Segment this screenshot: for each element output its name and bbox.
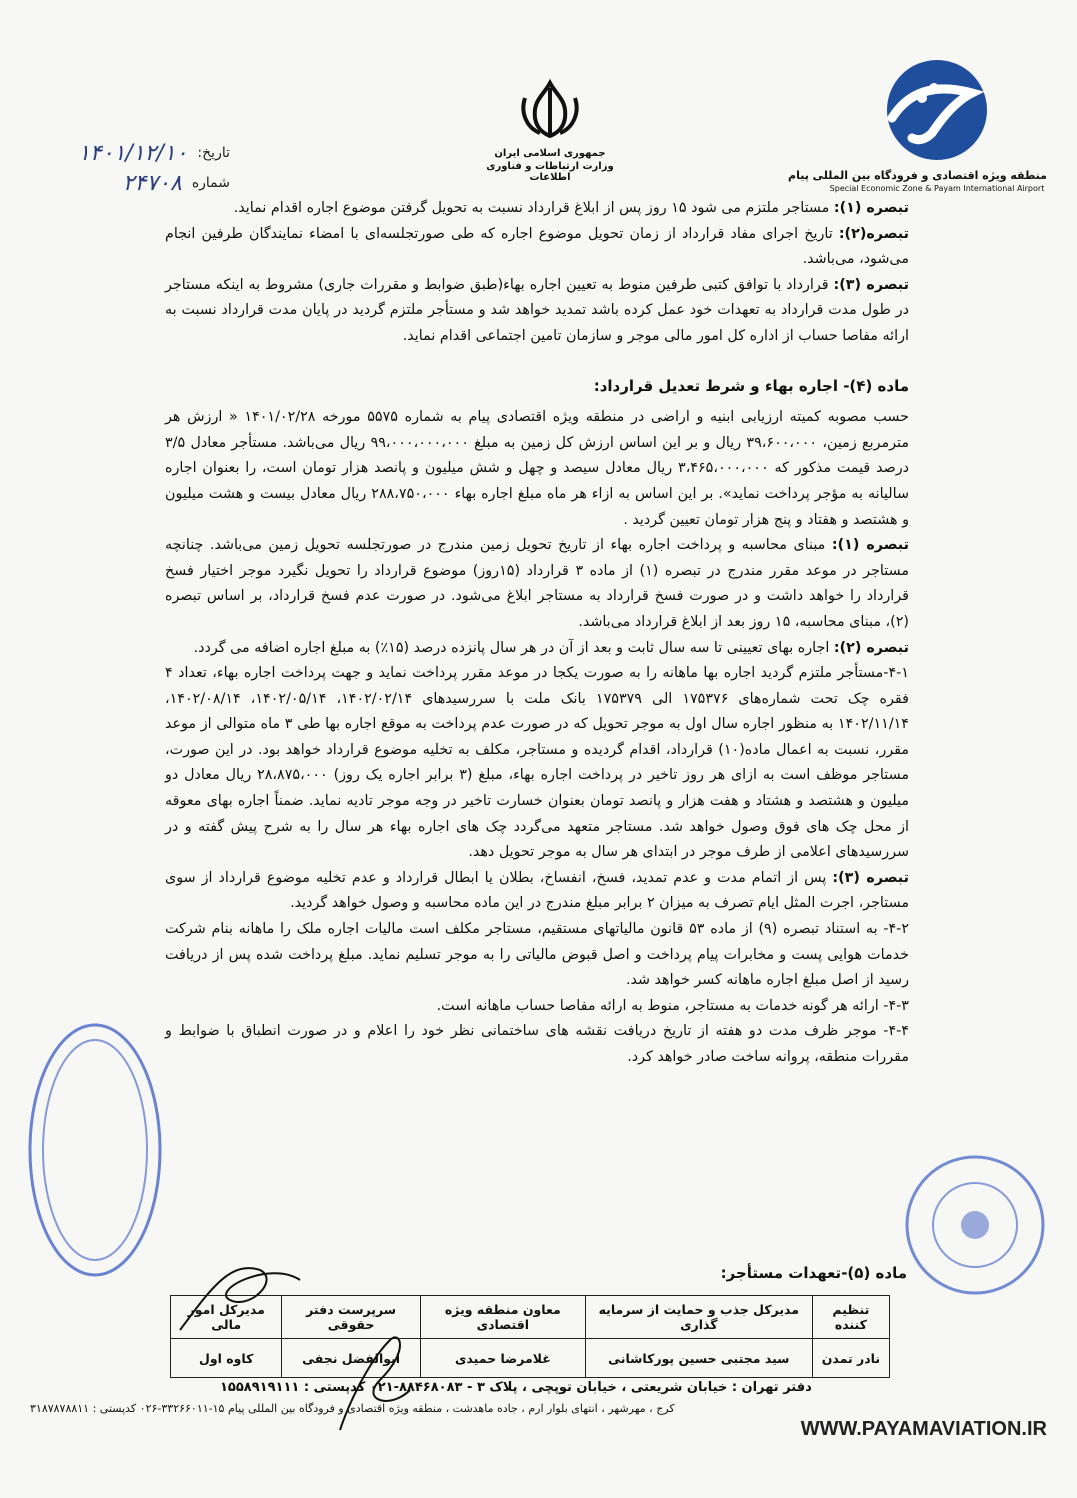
note-1: تبصره (۱): مستاجر ملتزم می شود ۱۵ روز پس از ابلاغ قرارداد نسبت به تحویل گرفتن موضوع اجاره اقدام نماید.: [233, 200, 909, 216]
section-4-note-3: تبصره (۳): پس از اتمام مدت و عدم تمدید، فسخ، انفساخ، بطلان یا ابطال قرارداد و عدم تخلیه موضوع قرارداد از سوی مستاجر، اجرت المثل ایام تصرف به میزان ۲ برابر مبلغ مندرج در این ماده محاسبه و وصول خواهد گردید.: [165, 869, 910, 912]
document-body: [165, 196, 909, 1071]
signature-icon: [330, 1320, 420, 1440]
tehran-address: دفتر تهران : خیابان شریعتی ، خیابان توپچی ، پلاک ۳ - ۸۸۴۶۸۰۸۳-۰۲۱ کدپستی : ۱۵۵۸۹۱۹۱۱۱: [220, 1380, 812, 1395]
website-link[interactable]: WWW.PAYAMAVIATION.IR: [800, 1418, 1047, 1440]
gov-line-2: وزارت ارتباطات و فناوری اطلاعات: [486, 161, 614, 183]
section-4-note-1: تبصره (۱): مبنای محاسبه و پرداخت اجاره بهاء از تاریخ تحویل زمین مندرج در صورتجلسه تحویل زمین می‌باشد. چنانچه مستاجر در موعد مقرر مندرج در تبصره (۱) از ماده ۳ قرارداد (۱۵روز) موضوع قرارداد را تحویل نگیرد موجر اختیار فسخ قرارداد را خواهد داشت و در صورت فسخ قرارداد به مستاجر ابلاغ می‌شود. در صورت عدم فسخ قرارداد، بر اساس تبصره (۲)، مبنای محاسبه، ۱۵ روز بعد از ابلاغ قرارداد می‌باشد.: [165, 537, 909, 630]
note-3: تبصره (۳): قرارداد با توافق کتبی طرفین منوط به تعیین اجاره بهاء(طبق ضوابط و مقررات جاری) مشروط به اینکه مستاجر در طول مدت قرارداد به تعهدات خود عمل کرده باشد تمدید خواهد شد و مستأجر ملتزم گردید در پایان مدت قرارداد نسبت به ارائه مفاصا حساب از اداره کل امور مالی موجر و سازمان تامین اجتماعی اقدام نماید.: [165, 276, 910, 344]
table-cell: نادر تمدن: [812, 1339, 889, 1378]
clause-4-1: ۴-۱-مستأجر ملتزم گردید اجاره بها ماهانه را به صورت یکجا در موعد مقرر پرداخت نماید و جهت پرداخت اجاره بهاء، تعداد ۴ فقره چک تحت شماره‌های ۱۷۵۳۷۶ الی ۱۷۵۳۷۹ بانک ملت با سررسیدهای ۱۴۰۲/۰۲/۱۴، ۱۴۰۲/۰۵/۱۴، ۱۴۰۲/۰۸/۱۴، ۱۴۰۲/۱۱/۱۴ به منظور اجاره سال اول به موجر تحویل که در صورت عدم پرداخت به موقع اجاره بها طی ۳ ماه متوالی از موعد مقرر، نسبت به اعمال ماده(۱۰) قرارداد، اقدام گردیده و مستاجر، مکلف به تخلیه موضوع قرارداد خواهد بود. در این صورت، مستاجر موظف است به ازای هر روز تاخیر در پرداخت اجاره بهاء، مبلغ (۳ برابر اجاره یک روز) ۲۸،۸۷۵،۰۰۰ ریال معادل دو میلیون و هشتصد و هشتاد و هفت هزار و پانصد تومان بعنوان خسارت تاخیر در وجه موجر تادیه نماید. ضمناً اجاره بهای معوقه از محل چک های فوق وصول خواهد شد. مستاجر متعهد می‌گردد چک های اجاره بهاء هر سال را به شرح پیش گفته و در سررسیدهای اعلامی از طرف موجر در ابتدای هر سال به موجر تحویل دهد.: [165, 665, 910, 861]
table-cell: معاون منطقه ویژه اقتصادی: [420, 1296, 585, 1339]
table-cell: ابوالفضل نجفی: [282, 1339, 420, 1378]
note-2: تبصره(۲): تاریخ اجرای مفاد قرارداد از زمان تحویل موضوع اجاره که طی صورتجلسه‌ای با امضاء نمایندگان طرفین انجام می‌شود، می‌باشد.: [165, 225, 909, 268]
table-cell: کاوه اول: [171, 1339, 282, 1378]
number-value: ۲۴۷۰۸: [122, 170, 182, 196]
clause-4-2: ۴-۲- به استناد تبصره (۹) از ماده ۵۳ قانون مالیاتهای مستقیم، مستاجر مکلف است مالیات اجاره ملک را ماهانه بنام شرکت خدمات هوایی پست و مخابرات پیام پرداخت و اصل قبوض مالیاتی را به موجر تسلیم نماید. مبلغ پرداخت شده پس از دریافت رسید از اصل مبلغ اجاره ماهانه کسر خواهد شد.: [165, 921, 910, 989]
karaj-address: کرج ، مهرشهر ، انتهای بلوار ارم ، جاده ماهدشت ، منطقه ویژه اقتصادی و فرودگاه بین المللی پیام ۱۵-۳۳۲۶۶۰۱۱-۰۲۶ کدپستی : ۳۱۸۷۸۷۸۸۱۱: [30, 1402, 675, 1415]
section-4-para: حسب مصوبه کمیته ارزیابی ابنیه و اراضی در منطقه ویژه اقتصادی پیام به شماره ۵۵۷۵ مورخه ۱۴۰۱/۰۲/۲۸ « ارزش هر مترمربع زمین، ۳۹،۶۰۰،۰۰۰ ریال و بر این اساس ارزش کل زمین به مبلغ ۹۹،۰۰۰،۰۰۰،۰۰۰ ریال می‌باشد. مستأجر معادل ۳/۵ درصد قیمت مذکور که ۳،۴۶۵،۰۰۰،۰۰۰ ریال معادل سیصد و چهل و شش میلیون و پانصد هزار تومان است، را بعنوان اجاره سالیانه به مؤجر پرداخت نماید». بر این اساس به ازاء هر ماه مبلغ اجاره بهاء ۲۸۸،۷۵۰،۰۰۰ ریال معادل بیست و هشت میلیون و هشتصد و هفتاد و پنج هزار تومان تعیین گردید .: [165, 409, 909, 528]
table-cell: مدیرکل جذب و حمایت از سرمایه گذاری: [585, 1296, 812, 1339]
number-label: شماره: [191, 175, 230, 191]
gov-line-1: جمهوری اسلامی ایران: [494, 148, 606, 159]
date-value: ۱۴۰۱/۱۲/۱۰: [78, 140, 188, 166]
org-name: منطقه ویژه اقتصادی و فرودگاه بین المللی پیام: [788, 169, 1047, 182]
clause-4-4: ۴-۴- موجر ظرف مدت دو هفته از تاریخ دریافت نقشه های ساختمانی نظر خود را اعلام و در صورت انطباق با ضوابط و مقررات منطقه، پروانه ساخت صادر خواهد کرد.: [165, 1023, 909, 1065]
table-row: [171, 1339, 890, 1378]
ministry-stamp-icon: [900, 1150, 1050, 1300]
payam-logo: [788, 58, 1047, 208]
table-cell: مدیرکل امور مالی: [171, 1296, 282, 1339]
clause-4-3: ۴-۳- ارائه هر گونه خدمات به مستاجر، منوط به ارائه مفاصا حساب ماهانه است.: [436, 997, 909, 1014]
table-cell: سید مجتبی حسین پورکاشانی: [585, 1339, 812, 1378]
logo-mark-icon: [862, 58, 1012, 163]
iran-emblem: [470, 78, 630, 183]
signature-icon: [170, 1250, 310, 1340]
company-stamp-icon: [15, 1010, 175, 1290]
table-cell: غلامرضا حمیدی: [420, 1339, 585, 1378]
section-4-note-2: تبصره (۲): اجاره بهای تعیینی تا سه سال ثابت و بعد از آن در هر سال پانزده درصد (۱۵٪) به مبلغ اجاره اضافه می گردد.: [193, 639, 909, 656]
emblem-icon: [515, 78, 585, 138]
section-4-title: ماده (۴)- اجاره بهاء و شرط تعدیل قرارداد:: [593, 376, 909, 395]
section-5-title: ماده (۵)-تعهدات مستأجر:: [720, 1264, 907, 1282]
table-cell: تنظیم کننده: [812, 1296, 889, 1339]
letter-meta: [40, 138, 230, 198]
table-cell: سرپرست دفتر حقوقی: [282, 1296, 420, 1339]
date-label: تاریخ:: [197, 145, 230, 161]
org-name-en: Special Economic Zone & Payam International Airport: [829, 184, 1045, 193]
